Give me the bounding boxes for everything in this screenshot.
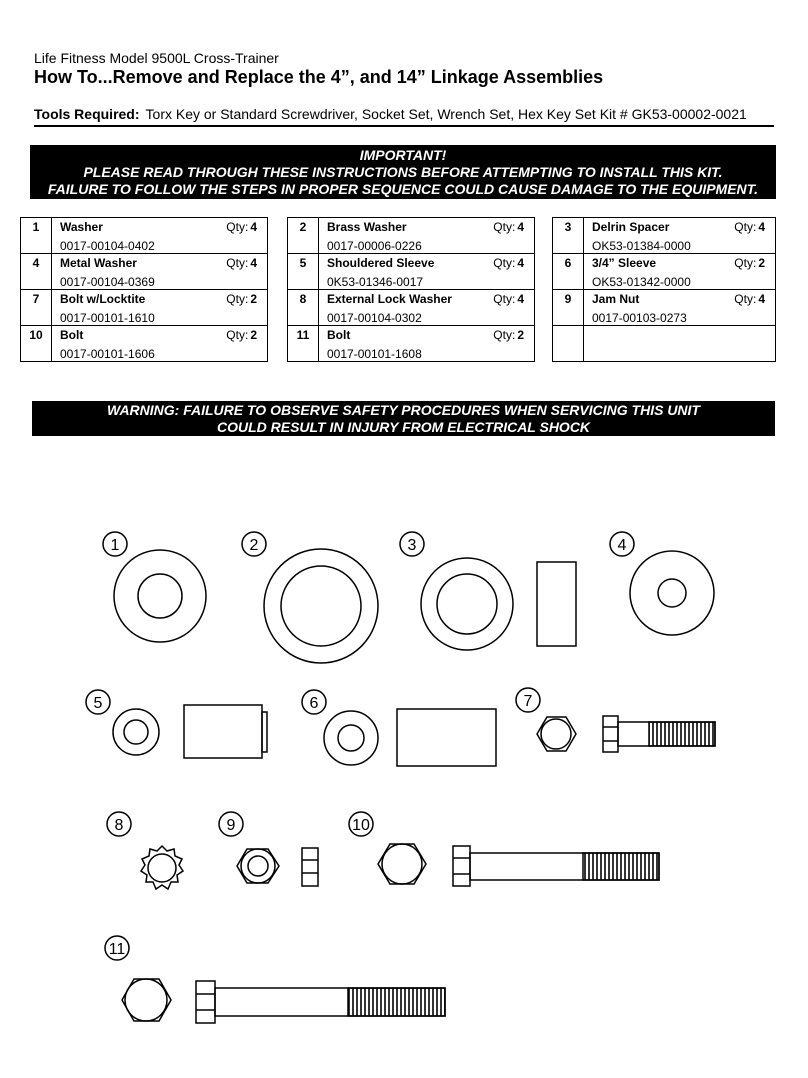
qty-label: Qty:	[734, 220, 757, 234]
part-number: 9	[553, 290, 584, 326]
part-code: 0017-00006-0226	[327, 239, 422, 253]
part-number: 5	[288, 254, 319, 290]
part-name: 3/4” Sleeve	[592, 256, 657, 270]
tools-required-text: Torx Key or Standard Screwdriver, Socket Set, Wrench Set, Hex Key Set Kit # GK53-00002-0021	[145, 106, 747, 122]
part-number: 6	[553, 254, 584, 290]
important-heading: IMPORTANT!	[359, 147, 447, 163]
qty-value: 2	[250, 328, 257, 342]
callout-11	[105, 936, 129, 960]
part-name: Washer	[60, 220, 103, 234]
callout-label: 11	[108, 941, 126, 958]
callout-6	[302, 690, 326, 714]
part-name: Jam Nut	[592, 292, 640, 306]
qty-value: 4	[758, 292, 765, 306]
callout-label: 8	[114, 817, 124, 834]
part-code: 0017-00104-0402	[60, 239, 155, 253]
important-line-1: PLEASE READ THROUGH THESE INSTRUCTIONS BEFORE ATTEMPTING TO INSTALL THIS KIT.	[83, 164, 723, 180]
qty-value: 4	[517, 220, 524, 234]
callout-7	[516, 688, 540, 712]
qty-label: Qty:	[226, 292, 249, 306]
part-code: 0K53-01346-0017	[327, 275, 424, 289]
callout-label: 4	[617, 537, 627, 554]
tools-required-label: Tools Required:	[34, 106, 140, 122]
part-number: 1	[21, 218, 52, 254]
qty-value: 4	[250, 256, 257, 270]
qty-value: 4	[517, 292, 524, 306]
jam-nut-drawing	[237, 848, 318, 886]
qty-label: Qty:	[226, 220, 249, 234]
callout-9	[219, 812, 243, 836]
washer-drawing	[114, 550, 206, 642]
part-code: OK53-01384-0000	[592, 239, 691, 253]
qty-label: Qty:	[226, 328, 249, 342]
part-code: OK53-01342-0000	[592, 275, 691, 289]
part-name: Bolt	[327, 328, 351, 342]
sleeve-drawing	[324, 709, 496, 766]
metal-washer-drawing	[630, 551, 714, 635]
part-name: External Lock Washer	[327, 292, 452, 306]
document-title: How To...Remove and Replace the 4”, and 14” Linkage Assemblies	[34, 67, 604, 87]
qty-value: 4	[517, 256, 524, 270]
callout-1	[103, 532, 127, 556]
part-number: 3	[553, 218, 584, 254]
callout-5	[86, 690, 110, 714]
callout-4	[610, 532, 634, 556]
callout-10	[349, 812, 373, 836]
important-line-2: FAILURE TO FOLLOW THE STEPS IN PROPER SEQUENCE COULD CAUSE DAMAGE TO THE EQUIPMENT.	[47, 181, 759, 197]
part-code: 0017-00104-0302	[327, 311, 422, 325]
qty-label: Qty:	[493, 292, 516, 306]
brass-washer-drawing	[264, 549, 378, 663]
callout-label: 3	[407, 537, 417, 554]
bolt-10-drawing	[378, 844, 659, 886]
part-number: 7	[21, 290, 52, 326]
part-code: 0017-00101-1608	[327, 347, 422, 361]
callout-label: 9	[226, 817, 236, 834]
qty-value: 2	[517, 328, 524, 342]
qty-value: 2	[758, 256, 765, 270]
qty-label: Qty:	[226, 256, 249, 270]
external-lock-washer-drawing	[141, 846, 183, 889]
qty-label: Qty:	[493, 220, 516, 234]
part-code: 0017-00101-1610	[60, 311, 155, 325]
callout-label: 2	[249, 537, 259, 554]
part-name: Shouldered Sleeve	[327, 256, 435, 270]
part-number: 10	[21, 326, 52, 362]
part-name: Metal Washer	[60, 256, 137, 270]
qty-label: Qty:	[734, 292, 757, 306]
qty-value: 4	[758, 220, 765, 234]
bolt-locktite-drawing	[537, 716, 715, 752]
callout-label: 10	[352, 817, 370, 834]
part-name: Bolt	[60, 328, 84, 342]
warning-line-2: COULD RESULT IN INJURY FROM ELECTRICAL SHOCK	[216, 419, 591, 435]
warning-line-1: WARNING: FAILURE TO OBSERVE SAFETY PROCEDURES WHEN SERVICING THIS UNIT	[107, 402, 700, 418]
qty-label: Qty:	[493, 256, 516, 270]
document-subtitle: Life Fitness Model 9500L Cross-Trainer	[34, 50, 279, 66]
callout-8	[107, 812, 131, 836]
part-name: Brass Washer	[327, 220, 407, 234]
part-code: 0017-00104-0369	[60, 275, 155, 289]
part-code: 0017-00103-0273	[592, 311, 687, 325]
qty-value: 4	[250, 220, 257, 234]
bolt-11-drawing	[122, 979, 445, 1023]
callout-3	[400, 532, 424, 556]
part-name: Bolt w/Locktite	[60, 292, 146, 306]
qty-value: 2	[250, 292, 257, 306]
delrin-spacer-drawing	[421, 558, 576, 650]
callout-2	[242, 532, 266, 556]
part-name: Delrin Spacer	[592, 220, 670, 234]
qty-label: Qty:	[734, 256, 757, 270]
part-number: 11	[288, 326, 319, 362]
qty-label: Qty:	[493, 328, 516, 342]
callout-label: 1	[110, 537, 120, 554]
callout-label: 7	[523, 693, 533, 710]
shouldered-sleeve-drawing	[113, 705, 267, 758]
part-number: 4	[21, 254, 52, 290]
part-number: 2	[288, 218, 319, 254]
part-code: 0017-00101-1606	[60, 347, 155, 361]
part-number: 8	[288, 290, 319, 326]
callout-label: 6	[309, 695, 319, 712]
callout-label: 5	[93, 695, 103, 712]
